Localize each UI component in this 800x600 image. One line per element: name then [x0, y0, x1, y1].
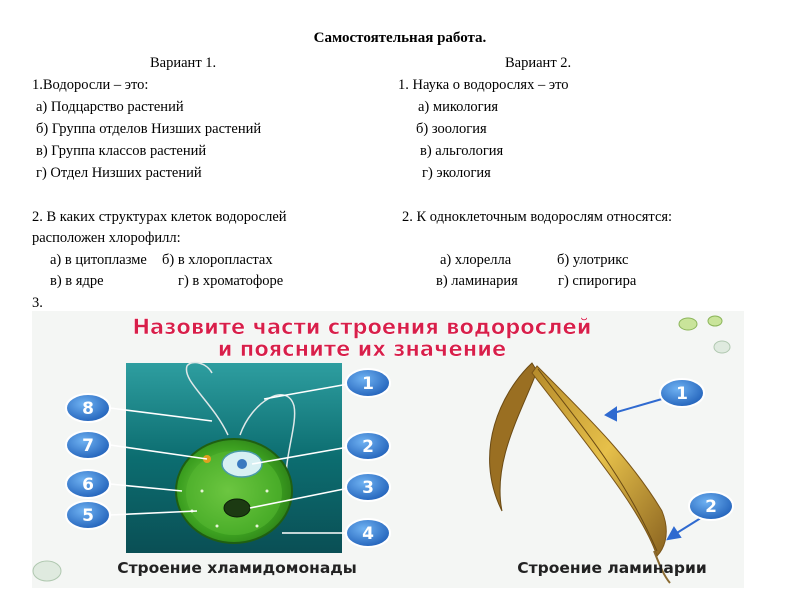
caption-laminaria: Строение ламинарии [517, 559, 707, 577]
v2-q2-option-c: в) ламинария [436, 273, 518, 289]
number-marker-3 [346, 473, 390, 501]
svg-text:1: 1 [362, 374, 374, 394]
svg-text:5: 5 [82, 506, 94, 526]
v2-q2-option-a: а) хлорелла [440, 252, 512, 268]
v2-q2-option-d: г) спирогира [558, 273, 637, 289]
v2-q1-option-a: а) микология [418, 99, 499, 115]
laminaria-marker-1 [660, 379, 704, 407]
v1-q2-option-d: г) в хроматофоре [178, 273, 284, 289]
v1-q1-option-b: б) Группа отделов Низших растений [36, 121, 262, 137]
v2-q1-option-d: г) экология [422, 165, 491, 181]
v1-q2-option-b: б) в хлоропластах [162, 252, 273, 268]
v1-q2-line2: расположен хлорофилл: [32, 230, 181, 246]
variant1-heading: Вариант 1. [150, 55, 217, 71]
algae-structure-slide [32, 311, 744, 588]
svg-text:2: 2 [362, 437, 374, 457]
v1-q1-text: 1.Водоросли – это: [32, 77, 149, 93]
v2-q1-option-c: в) альгология [420, 143, 504, 159]
v1-q1-option-c: в) Группа классов растений [36, 143, 207, 159]
svg-text:7: 7 [82, 436, 94, 456]
v2-q2-text: 2. К одноклеточным водорослям относятся: [402, 209, 673, 225]
number-marker-7 [66, 431, 110, 459]
v1-q2-option-a: а) в цитоплазме [50, 252, 147, 268]
number-marker-2 [346, 432, 390, 460]
number-marker-4 [346, 519, 390, 547]
svg-text:8: 8 [82, 399, 94, 419]
v2-q2-option-b: б) улотрикс [557, 252, 629, 268]
v2-q1-text: 1. Наука о водорослях – это [398, 77, 569, 93]
caption-chlamydomonas: Строение хламидомонады [117, 559, 357, 577]
v1-q2-line1: 2. В каких структурах клеток водорослей [32, 209, 287, 225]
slide-heading-line1: Назовите части строения водорослей [132, 315, 592, 339]
page-title: Самостоятельная работа. [313, 30, 487, 46]
variant2-heading: Вариант 2. [505, 55, 572, 71]
v1-q2-option-c: в) в ядре [50, 273, 104, 289]
svg-text:1: 1 [676, 384, 688, 404]
number-marker-1 [346, 369, 390, 397]
svg-text:3: 3 [362, 478, 374, 498]
slide-heading-line2: и поясните их значение [217, 337, 507, 361]
number-marker-5 [66, 501, 110, 529]
number-marker-8 [66, 394, 110, 422]
svg-text:2: 2 [705, 497, 717, 517]
v2-q1-option-b: б) зоология [416, 121, 487, 137]
v1-q3-number: 3. [32, 295, 43, 311]
number-marker-6 [66, 470, 110, 498]
svg-text:6: 6 [82, 475, 94, 495]
laminaria-marker-2 [689, 492, 733, 520]
v1-q1-option-a: а) Подцарство растений [36, 99, 184, 115]
v1-q1-option-d: г) Отдел Низших растений [36, 165, 202, 181]
svg-text:4: 4 [362, 524, 374, 544]
